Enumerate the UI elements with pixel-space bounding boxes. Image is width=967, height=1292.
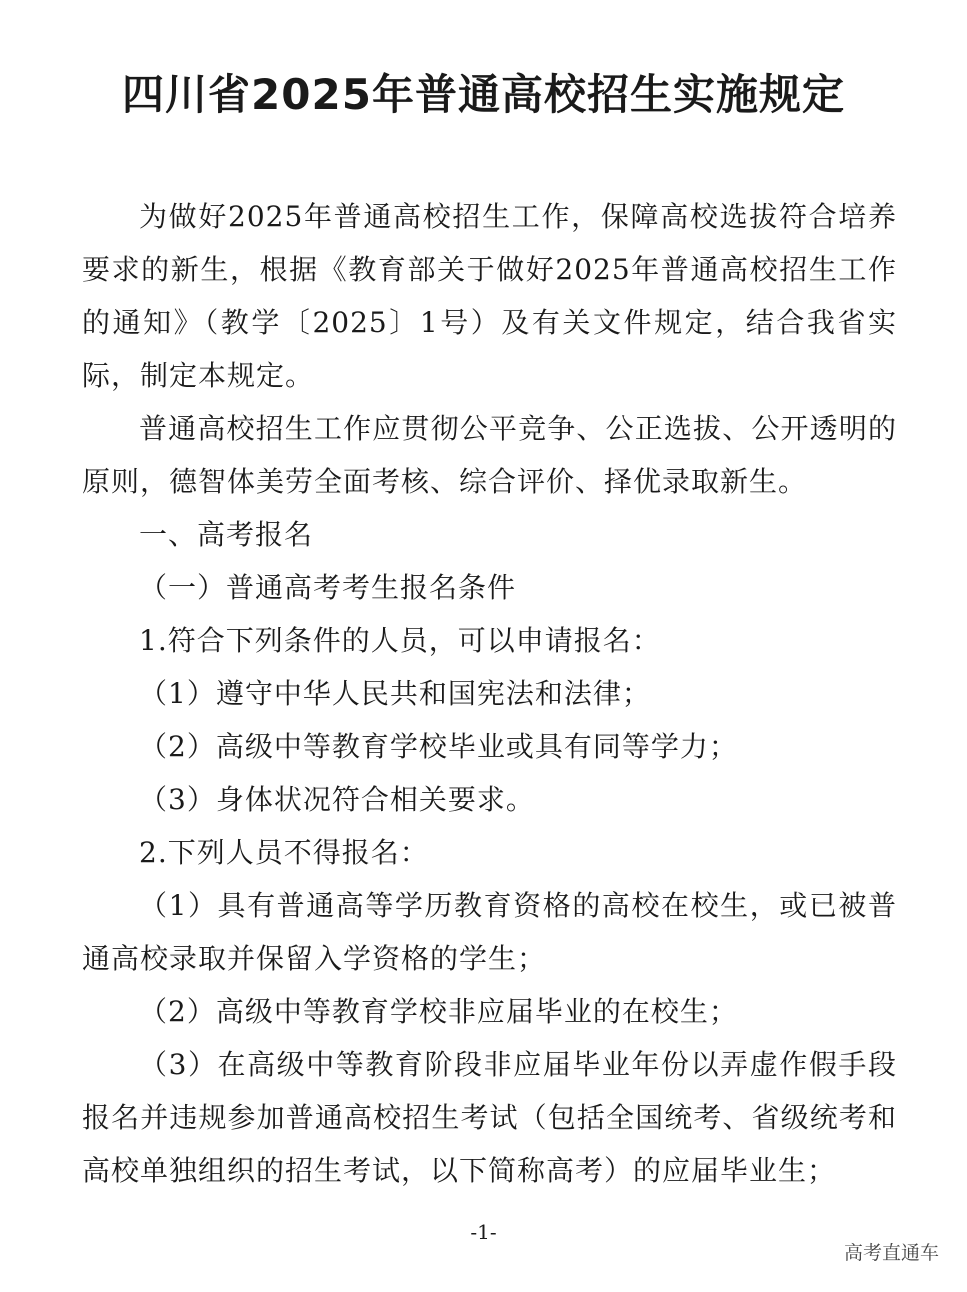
intro-paragraph: 为做好2025年普通高校招生工作，保障高校选拔符合培养要求的新生，根据《教育部关于做好2025年普通高校招生工作的通知》（教学〔2025〕1号）及有关文件规定，结合我省实际，制定本规定。	[82, 200, 897, 392]
page-number: -1-	[470, 1220, 497, 1244]
list-item: （3）身体状况符合相关要求。	[139, 783, 535, 816]
document-body	[82, 190, 897, 1197]
subsection-heading: （一）普通高考考生报名条件	[139, 571, 517, 604]
list-item: （1）遵守中华人民共和国宪法和法律；	[139, 677, 651, 710]
list-item: （3）在高级中等教育阶段非应届毕业年份以弄虚作假手段报名并违规参加普通高校招生考试（包括全国统考、省级统考和高校单独组织的招生考试，以下简称高考）的应届毕业生；	[82, 1048, 897, 1187]
list-item: （2）高级中等教育学校毕业或具有同等学力；	[139, 730, 738, 763]
eligibility-intro: 1.符合下列条件的人员，可以申请报名：	[139, 624, 661, 657]
ineligibility-intro: 2.下列人员不得报名：	[139, 836, 429, 869]
principle-paragraph: 普通高校招生工作应贯彻公平竞争、公正选拔、公开透明的原则，德智体美劳全面考核、综合评价、择优录取新生。	[82, 412, 897, 498]
list-item: （2）高级中等教育学校非应届毕业的在校生；	[139, 995, 738, 1028]
list-item: （1）具有普通高等学历教育资格的高校在校生，或已被普通高校录取并保留入学资格的学生；	[82, 889, 897, 975]
section-heading: 一、高考报名	[139, 518, 314, 551]
watermark: 高考直通车	[843, 1242, 939, 1264]
document-title: 四川省2025年普通高校招生实施规定	[122, 70, 845, 119]
